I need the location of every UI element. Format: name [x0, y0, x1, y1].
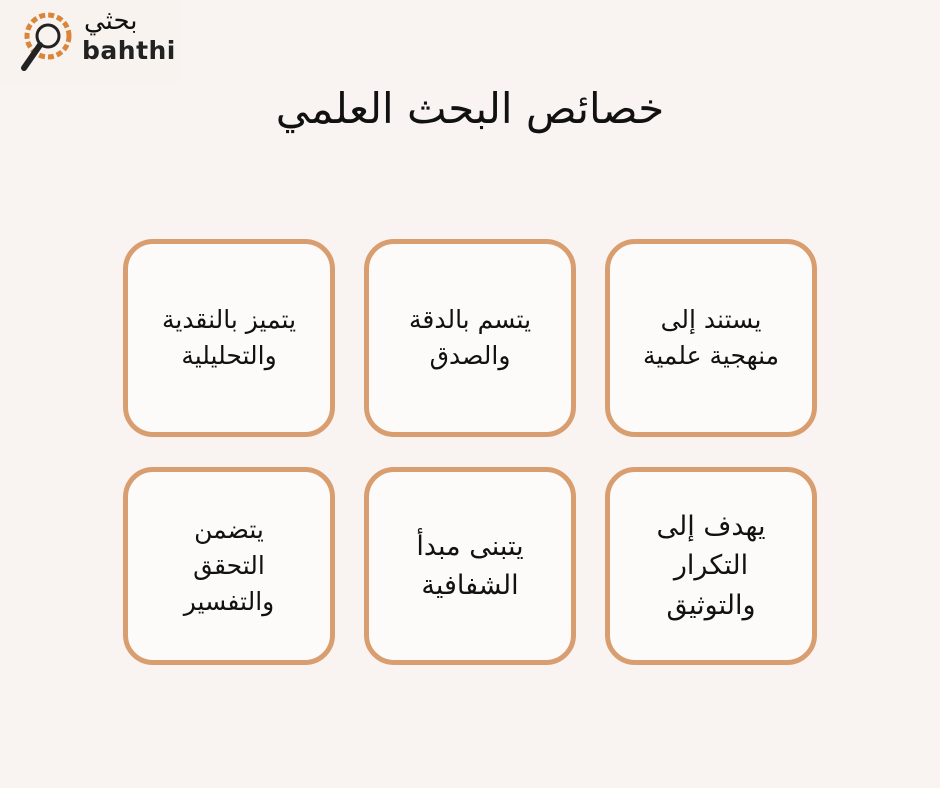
- page-title: خصائص البحث العلمي: [275, 84, 665, 133]
- card-text: يستند إلى منهجية علمية: [642, 304, 780, 370]
- card-text: يهدف إلى التكرار والتوثيق: [656, 511, 766, 621]
- logo-arabic-text: بحثي: [84, 6, 138, 36]
- card-text: يتبنى مبدأ الشفافية: [416, 530, 524, 601]
- card-text: يتسم بالدقة والصدق: [408, 304, 532, 370]
- feature-card: [123, 239, 335, 437]
- feature-card: [123, 467, 335, 665]
- feature-card: [605, 467, 817, 665]
- logo: [0, 0, 180, 84]
- feature-card: [605, 239, 817, 437]
- magnifier-logo-icon: [18, 10, 76, 76]
- card-text: يتميز بالنقدية والتحليلية: [161, 304, 297, 370]
- logo-english-text: bahthi: [82, 36, 176, 65]
- card-text: يتضمن التحقق والتفسير: [183, 514, 275, 617]
- feature-card: [364, 467, 576, 665]
- feature-card: [364, 239, 576, 437]
